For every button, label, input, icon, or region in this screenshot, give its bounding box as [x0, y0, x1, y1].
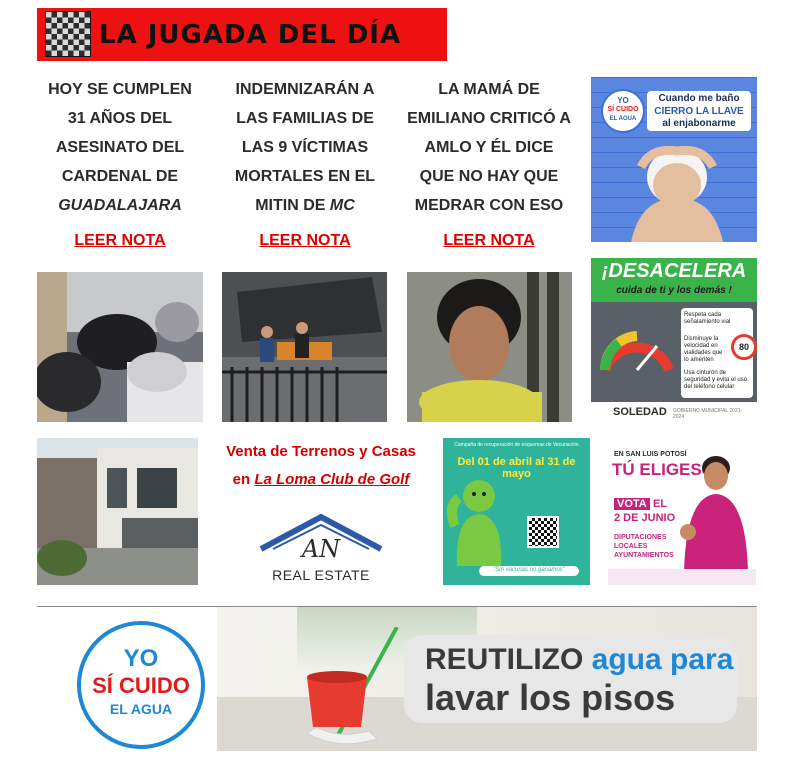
water-logo-large: YO SÍ CUIDO EL AGUA: [77, 621, 205, 749]
shower-person-icon: [611, 137, 741, 242]
real-estate-line-2[interactable]: en La Loma Club de Golf: [232, 471, 410, 488]
mop-bucket-icon: [277, 627, 417, 751]
portrait-photo-icon: [407, 272, 572, 422]
floors-headline-2: lavar los pisos: [425, 677, 676, 718]
vaccination-footer: "Sin vacunas no ganamos": [493, 567, 565, 573]
article-photo-3[interactable]: [407, 272, 572, 422]
qr-code-icon: [527, 516, 559, 548]
desacelera-footer-sub: GOBIERNO MUNICIPAL 2021-2024: [673, 408, 743, 420]
water-ad[interactable]: [591, 77, 757, 242]
speedometer-icon: [597, 310, 677, 380]
desacelera-footer: SOLEDAD: [613, 406, 667, 418]
election-title: TÚ ELIGES: [612, 460, 702, 479]
article-headline-1[interactable]: HOY SE CUMPLEN 31 AÑOS DEL ASESINATO DEL CARDENAL DE GUADALAJARA: [48, 81, 192, 214]
desacelera-subtitle: cuida de ti y los demás !: [616, 285, 732, 296]
hulk-icon: [447, 476, 507, 566]
desacelera-tip-1: Respeta cada señalamiento vial: [684, 312, 731, 325]
real-estate-logo[interactable]: [255, 513, 387, 588]
desacelera-title: ¡DESACELERA: [601, 260, 747, 282]
water-logo: YO SÍ CUIDO EL AGUA: [601, 89, 645, 133]
election-place: EN SAN LUIS POTOSÍ: [614, 451, 687, 458]
house-photo[interactable]: [37, 438, 198, 585]
real-estate-link[interactable]: La Loma Club de Golf: [254, 471, 410, 488]
desacelera-tip-3: Usa cinturón de seguridad y evita el uso del teléfono celular: [684, 370, 748, 390]
desacelera-ad[interactable]: [591, 258, 757, 423]
banner: [37, 8, 447, 61]
logo-text: REAL ESTATE: [272, 567, 370, 583]
election-subtitles: DIPUTACIONES LOCALES AYUNTAMIENTOS: [614, 534, 674, 559]
vaccination-heading: Campaña de recuperación de esquemas de Vacunación: [454, 442, 579, 448]
read-more-link-2[interactable]: LEER NOTA: [259, 232, 351, 249]
chessboard-icon: [45, 11, 91, 57]
election-vota: VOTA: [614, 498, 650, 510]
candidate-person-icon: [676, 452, 756, 572]
banner-title: LA JUGADA DEL DÍA: [99, 20, 402, 50]
election-date: 2 DE JUNIO: [614, 512, 676, 524]
logo-letters: AN: [301, 535, 341, 563]
floors-water-ad[interactable]: [37, 607, 757, 751]
water-ad-line-3: al enjabonarme: [662, 118, 736, 129]
article-photo-2[interactable]: [222, 272, 387, 422]
election-ad[interactable]: EN SAN LUIS POTOSÍ TÚ ELIGES VOTA EL 2 DE JUNIO DIPUTACIONES LOCALES AYUNTAMIENTOS: [608, 438, 756, 585]
speed-limit-sign: 80: [731, 334, 757, 360]
stage-photo-icon: [222, 272, 387, 422]
article-headline-3[interactable]: LA MAMÁ DE EMILIANO CRITICÓ A AMLO Y ÉL DICE QUE NO HAY QUE MEDRAR CON ESO: [407, 81, 571, 214]
desacelera-tip-2: Disminuye la velocidad en vialidades que lo ameriten: [684, 336, 723, 363]
read-more-link-1[interactable]: LEER NOTA: [74, 232, 166, 249]
vaccination-ad[interactable]: [443, 438, 590, 585]
house-photo-icon: [37, 438, 198, 585]
crowd-photo-icon: [37, 272, 203, 422]
article-photo-1[interactable]: [37, 272, 203, 422]
read-more-link-3[interactable]: LEER NOTA: [443, 232, 535, 249]
water-ad-line-1: Cuando me baño: [658, 93, 740, 104]
water-ad-line-2: CIERRO LA LLAVE: [654, 106, 744, 117]
article-headline-2[interactable]: INDEMNIZARÁN A LAS FAMILIAS DE LAS 9 VÍCTIMAS MORTALES EN EL MITIN DE MC: [234, 81, 376, 214]
real-estate-line-1[interactable]: Venta de Terrenos y Casas: [226, 443, 416, 460]
vaccination-dates: Del 01 de abril al 31 de mayo: [457, 456, 576, 480]
floors-headline-1: REUTILIZO agua para: [425, 643, 734, 676]
